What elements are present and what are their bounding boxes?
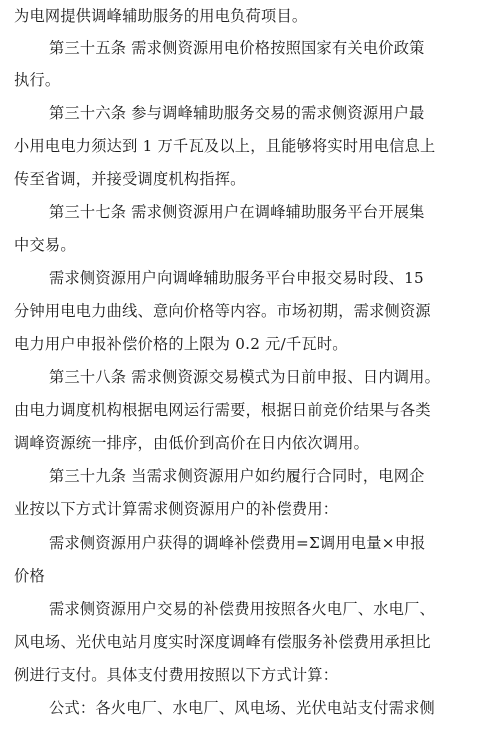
article-35-line-1: 第三十五条 需求侧资源用电价格按照国家有关电价政策: [49, 39, 425, 57]
formula-line-2: 价格: [14, 567, 45, 585]
formula-heading-line: 公式：各火电厂、水电厂、风电场、光伏电站支付需求侧: [49, 699, 435, 717]
article-35-line-2: 执行。: [14, 71, 61, 89]
article-36-line-2: 小用电电力须达到 1 万千瓦及以上，且能够将实时用电信息上: [14, 137, 436, 155]
article-36-line-1: 第三十六条 参与调峰辅助服务交易的需求侧资源用户最: [49, 104, 425, 122]
article-36-line-3: 传至省调，并接受调度机构指挥。: [14, 170, 246, 188]
payment-line-1: 需求侧资源用户交易的补偿费用按照各火电厂、水电厂、: [49, 600, 435, 618]
paragraph-line-2: 分钟用电电力曲线、意向价格等内容。市场初期，需求侧资源: [14, 302, 431, 320]
article-38-line-1: 第三十八条 需求侧资源交易模式为日前申报、日内调用。: [49, 368, 441, 386]
article-38-line-2: 由电力调度机构根据电网运行需要，根据日前竞价结果与各类: [14, 401, 431, 419]
article-37-line-2: 中交易。: [14, 236, 76, 254]
paragraph-line-3: 电力用户申报补偿价格的上限为 0.2 元/千瓦时。: [14, 335, 348, 353]
article-39-line-2: 业按以下方式计算需求侧资源用户的补偿费用：: [14, 500, 339, 518]
article-38-line-3: 调峰资源统一排序，由低价到高价在日内依次调用。: [14, 434, 370, 452]
payment-line-3: 例进行支付。具体支付费用按照以下方式计算：: [14, 666, 339, 684]
payment-line-2: 风电场、光伏电站月度实时深度调峰有偿服务补偿费用承担比: [14, 633, 431, 651]
text-line-1: 为电网提供调峰辅助服务的用电负荷项目。: [14, 7, 308, 25]
article-37-line-1: 第三十七条 需求侧资源用户在调峰辅助服务平台开展集: [49, 203, 425, 221]
paragraph-line-1: 需求侧资源用户向调峰辅助服务平台申报交易时段、15: [49, 269, 424, 287]
formula-line-1: 需求侧资源用户获得的调峰补偿费用=Σ调用电量×申报: [49, 534, 426, 552]
article-39-line-1: 第三十九条 当需求侧资源用户如约履行合同时，电网企: [49, 467, 425, 485]
